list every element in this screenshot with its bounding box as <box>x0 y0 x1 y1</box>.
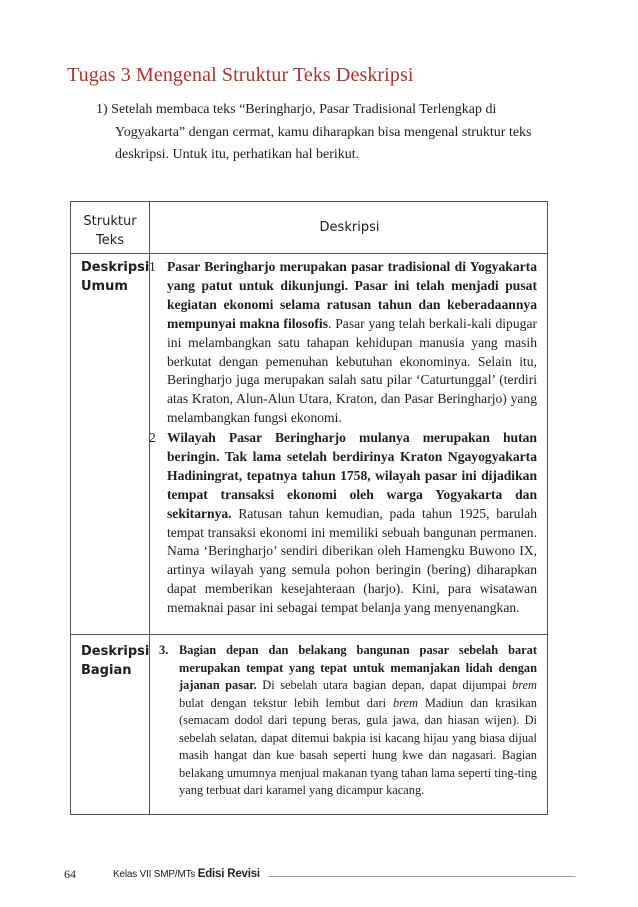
row-label-deskripsi-bagian <box>81 642 150 680</box>
header-deskripsi: Deskripsi <box>319 220 380 235</box>
header-struktur-line2: Teks <box>95 233 125 248</box>
description-item-3 <box>159 642 538 800</box>
item-bold-text: Bagian depan dan belakang bangunan pasar sebelah barat merupakan tempat yang tepat untuk memanjakan lidah dengan jajanan pasar. <box>179 643 537 692</box>
instruction-text: Setelah membaca teks “Beringharjo, Pasar Tradisional Terlengkap di Yogyakarta” dengan cermat, kamu diharapkan bisa mengenal struktur teks deskripsi. Untuk itu, perhatikan hal berikut. <box>111 102 532 162</box>
instruction-number: 1) <box>96 102 108 117</box>
column-divider <box>149 202 150 814</box>
item-text: . Pasar yang telah berkali-kali dipugar ini melambangkan satu tahapan kehidupan manusia yang masih berkutat dengan pemenuhan kebutuhan ekonominya. Selain itu, Beringharjo juga merupakan salah satu pilar ‘Caturtunggal’ (terdiri atas Kraton, Alun-Alun Utara, Kraton, dan Pasar Beringharjo) yang melambangkan fungsi ekonomi. <box>167 315 538 426</box>
item-number: 1 <box>149 259 156 274</box>
header-struktur-teks <box>71 212 149 250</box>
description-item-2 <box>149 429 537 618</box>
structure-table <box>70 201 548 815</box>
item-bold-text: Wilayah Pasar Beringharjo mulanya merupakan hutan beringin. Tak lama setelah berdirinya Kraton Ngayogyakarta Hadiningrat, tepatnya tahun 1758, wilayah pasar ini dijadikan tempat transaksi ekonomi oleh warga Yogyakarta dan sekitarnya. <box>167 430 537 521</box>
book-info <box>113 868 260 880</box>
item-number: 3. <box>159 643 169 657</box>
item-text: Madiun dan krasikan (semacam dodol dari tepung beras, gula jawa, dan hiasan wijen). Di sebelah selatan, dapat ditemui bakpia isi kacang hijau yang biasa dijual masih hangat dan kue basah seperti hung kwe dan nagasari. Bagian belakang umumnya menjual makanan tyang tahan lama seperti ting-ting yang terbuat dari karamel yang dicampur kacang. <box>179 695 537 797</box>
item-bold-text: Pasar Beringharjo merupakan pasar tradisional di Yogyakarta yang patut untuk dikunjungi. Pasar ini telah menjadi pusat kegiatan ekonomi selama ratusan tahun dan keberadaannya mempunyai makna filosofis <box>167 259 537 331</box>
page-number: 64 <box>64 867 76 881</box>
page-title: Tugas 3 Mengenal Struktur Teks Deskripsi <box>67 64 414 86</box>
row-divider <box>71 634 547 635</box>
book-class: Kelas VII SMP/MTs <box>113 869 198 880</box>
header-divider <box>71 253 547 254</box>
item-text: Ratusan tahun kemudian, pada tahun 1925, barulah tempat transaksi ekonomi ini memiliki sebuah bangunan permanen. Nama ‘Beringharjo’ sendiri diberikan oleh Hamengku Buwono IX, artinya wilayah yang semula pohon beringin (bering) diharapkan dapat memberikan kesejahteraan (harjo). Kini, para wisatawan memaknai pasar ini sebagai tempat belanja yang menyenangkan. <box>167 505 537 616</box>
row-label-line2: Bagian <box>81 663 132 678</box>
header-struktur-line1: Struktur <box>83 214 137 229</box>
instruction-paragraph <box>96 99 544 167</box>
item-italic-text: brem <box>392 695 418 710</box>
item-italic-text: brem <box>512 678 538 692</box>
row-label-deskripsi-umum <box>81 258 150 296</box>
item-text: bulat dengan tekstur lebih lembut dari <box>179 695 393 710</box>
item-number: 2 <box>149 430 156 445</box>
description-item-1 <box>149 258 538 428</box>
item-text: Di sebelah utara bagian depan, dapat dijumpai <box>256 678 512 692</box>
row-label-line1: Deskripsi <box>81 260 150 275</box>
page-footer <box>0 867 638 887</box>
footer-rule <box>269 876 575 877</box>
book-edition: Edisi Revisi <box>197 868 260 880</box>
row-label-line2: Umum <box>81 279 128 294</box>
row-label-line1: Deskripsi <box>81 644 150 659</box>
